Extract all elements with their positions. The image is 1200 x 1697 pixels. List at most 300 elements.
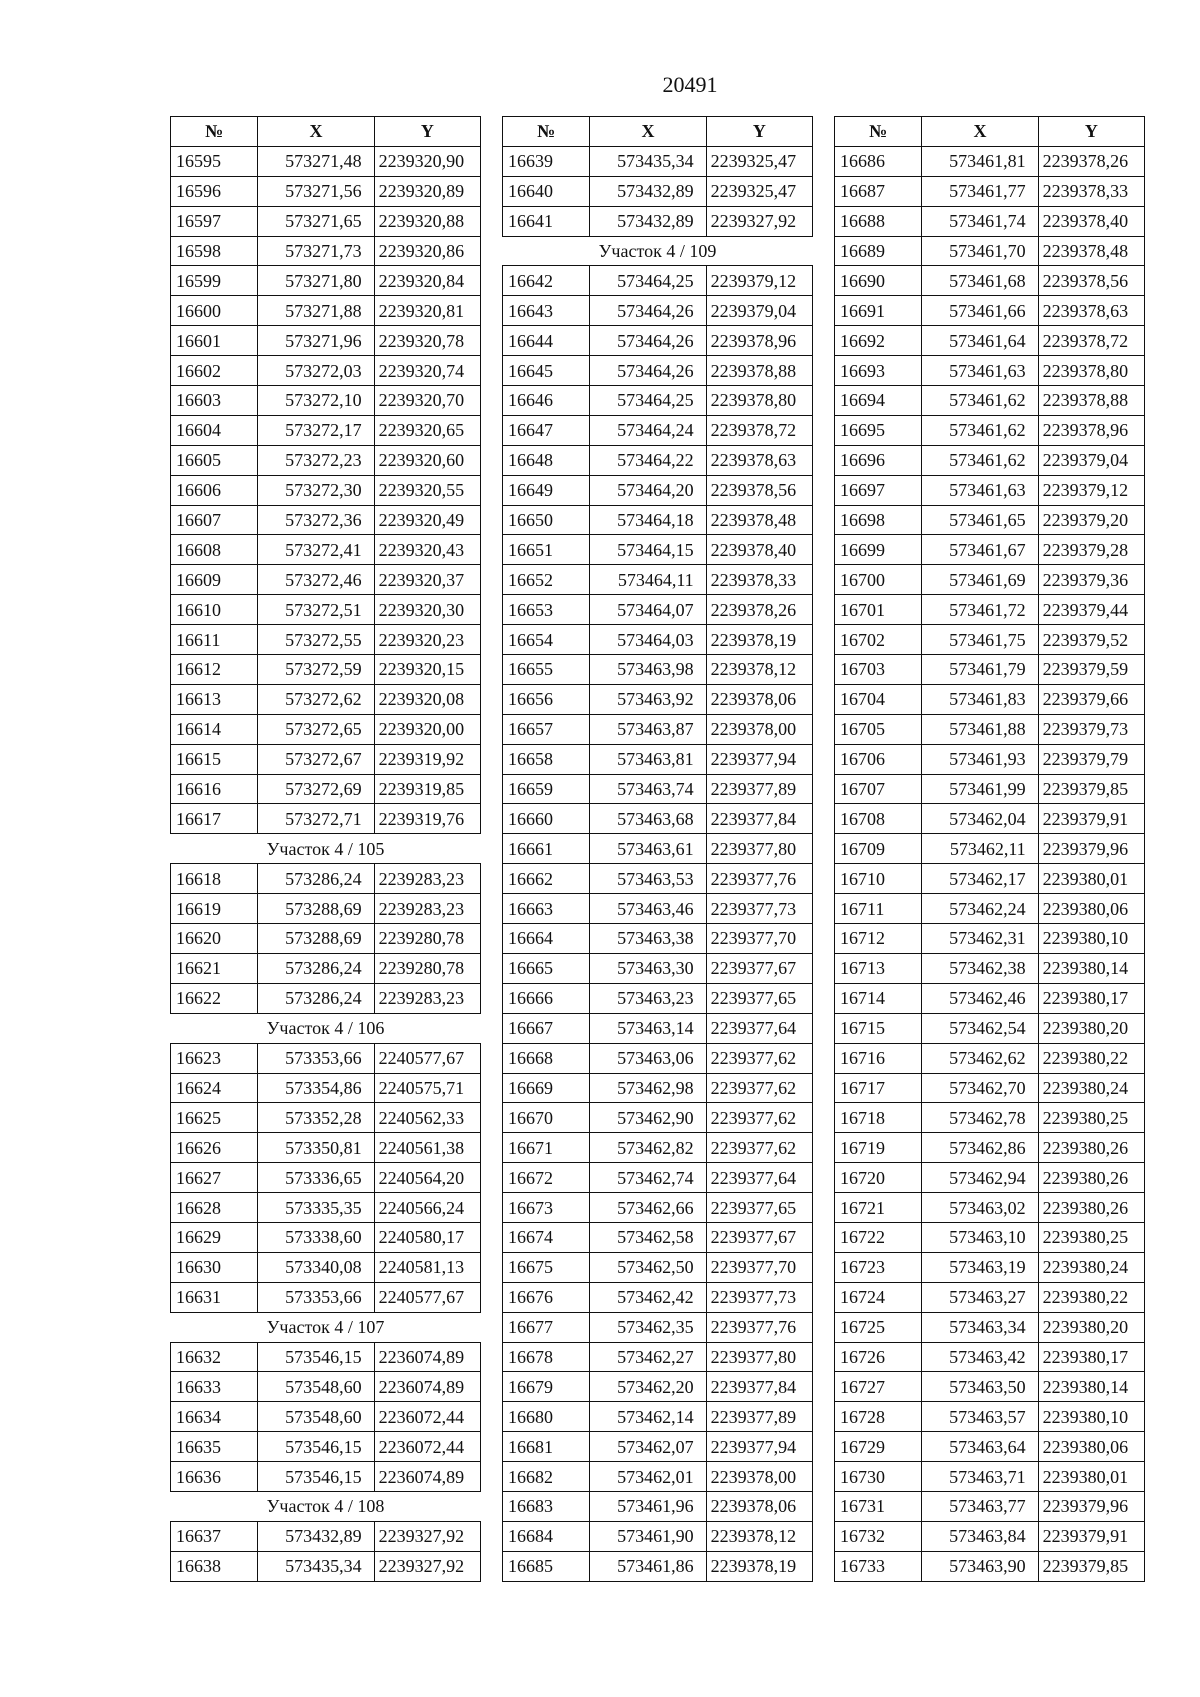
y-coordinate: 2239378,80 bbox=[1038, 356, 1144, 386]
x-coordinate: 573464,26 bbox=[590, 356, 706, 386]
y-coordinate: 2239320,15 bbox=[374, 655, 480, 685]
x-coordinate: 573461,96 bbox=[590, 1491, 706, 1521]
x-coordinate: 573461,65 bbox=[922, 505, 1038, 535]
x-coordinate: 573272,23 bbox=[258, 445, 374, 475]
y-coordinate: 2239320,86 bbox=[374, 236, 480, 266]
table-row bbox=[171, 146, 481, 176]
x-coordinate: 573462,42 bbox=[590, 1282, 706, 1312]
point-number: 16595 bbox=[171, 146, 258, 176]
x-coordinate: 573462,14 bbox=[590, 1402, 706, 1432]
point-number: 16709 bbox=[835, 834, 922, 864]
table-row bbox=[171, 1103, 481, 1133]
x-coordinate: 573271,96 bbox=[258, 326, 374, 356]
x-coordinate: 573286,24 bbox=[258, 953, 374, 983]
point-number: 16722 bbox=[835, 1222, 922, 1252]
table-row bbox=[835, 296, 1145, 326]
table-row bbox=[503, 1432, 813, 1462]
y-coordinate: 2239377,89 bbox=[706, 1402, 812, 1432]
table-row bbox=[171, 625, 481, 655]
y-coordinate: 2239320,88 bbox=[374, 206, 480, 236]
point-number: 16732 bbox=[835, 1521, 922, 1551]
section-title: Участок 4 / 106 bbox=[171, 1013, 481, 1043]
table-row bbox=[503, 356, 813, 386]
y-coordinate: 2239379,04 bbox=[1038, 445, 1144, 475]
x-coordinate: 573272,67 bbox=[258, 744, 374, 774]
y-coordinate: 2239283,23 bbox=[374, 864, 480, 894]
table-row bbox=[171, 1372, 481, 1402]
x-coordinate: 573463,10 bbox=[922, 1222, 1038, 1252]
x-coordinate: 573463,71 bbox=[922, 1462, 1038, 1492]
x-coordinate: 573464,24 bbox=[590, 415, 706, 445]
y-coordinate: 2239380,06 bbox=[1038, 1432, 1144, 1462]
point-number: 16662 bbox=[503, 864, 590, 894]
y-coordinate: 2239380,01 bbox=[1038, 1462, 1144, 1492]
y-coordinate: 2239378,19 bbox=[706, 625, 812, 655]
y-coordinate: 2239327,92 bbox=[374, 1521, 480, 1551]
section-title: Участок 4 / 108 bbox=[171, 1491, 481, 1521]
y-coordinate: 2239325,47 bbox=[706, 146, 812, 176]
point-number: 16613 bbox=[171, 684, 258, 714]
point-number: 16626 bbox=[171, 1133, 258, 1163]
y-coordinate: 2239320,70 bbox=[374, 386, 480, 416]
y-coordinate: 2239380,10 bbox=[1038, 924, 1144, 954]
point-number: 16644 bbox=[503, 326, 590, 356]
x-coordinate: 573350,81 bbox=[258, 1133, 374, 1163]
y-coordinate: 2239379,96 bbox=[1038, 834, 1144, 864]
table-row bbox=[171, 1521, 481, 1551]
y-coordinate: 2239380,17 bbox=[1038, 1342, 1144, 1372]
x-coordinate: 573336,65 bbox=[258, 1163, 374, 1193]
y-coordinate: 2239377,80 bbox=[706, 834, 812, 864]
table-row bbox=[835, 1282, 1145, 1312]
y-coordinate: 2239377,89 bbox=[706, 774, 812, 804]
y-coordinate: 2239378,48 bbox=[1038, 236, 1144, 266]
table-row bbox=[835, 1372, 1145, 1402]
point-number: 16726 bbox=[835, 1342, 922, 1372]
table-row bbox=[503, 1013, 813, 1043]
y-coordinate: 2239377,65 bbox=[706, 983, 812, 1013]
table-row bbox=[171, 296, 481, 326]
x-coordinate: 573461,79 bbox=[922, 655, 1038, 685]
x-coordinate: 573461,63 bbox=[922, 475, 1038, 505]
x-coordinate: 573272,59 bbox=[258, 655, 374, 685]
x-coordinate: 573462,82 bbox=[590, 1133, 706, 1163]
y-coordinate: 2239379,59 bbox=[1038, 655, 1144, 685]
table-row bbox=[503, 266, 813, 296]
table-row bbox=[835, 535, 1145, 565]
x-coordinate: 573464,25 bbox=[590, 266, 706, 296]
point-number: 16724 bbox=[835, 1282, 922, 1312]
x-coordinate: 573353,66 bbox=[258, 1043, 374, 1073]
x-coordinate: 573432,89 bbox=[258, 1521, 374, 1551]
y-coordinate: 2239378,80 bbox=[706, 386, 812, 416]
x-coordinate: 573463,68 bbox=[590, 804, 706, 834]
x-coordinate: 573461,68 bbox=[922, 266, 1038, 296]
x-coordinate: 573462,01 bbox=[590, 1462, 706, 1492]
point-number: 16603 bbox=[171, 386, 258, 416]
table-row bbox=[171, 1342, 481, 1372]
x-coordinate: 573461,62 bbox=[922, 415, 1038, 445]
table-row bbox=[171, 1462, 481, 1492]
table-row bbox=[171, 266, 481, 296]
x-coordinate: 573463,87 bbox=[590, 714, 706, 744]
point-number: 16697 bbox=[835, 475, 922, 505]
y-coordinate: 2239378,56 bbox=[706, 475, 812, 505]
table-row bbox=[171, 595, 481, 625]
page-number: 20491 bbox=[662, 72, 718, 97]
y-coordinate: 2239380,20 bbox=[1038, 1312, 1144, 1342]
table-row bbox=[835, 1491, 1145, 1521]
x-coordinate: 573462,50 bbox=[590, 1252, 706, 1282]
y-coordinate: 2239380,20 bbox=[1038, 1013, 1144, 1043]
x-coordinate: 573463,30 bbox=[590, 953, 706, 983]
point-number: 16600 bbox=[171, 296, 258, 326]
point-number: 16635 bbox=[171, 1432, 258, 1462]
x-coordinate: 573461,72 bbox=[922, 595, 1038, 625]
x-coordinate: 573463,61 bbox=[590, 834, 706, 864]
table-row bbox=[503, 1222, 813, 1252]
y-coordinate: 2239379,20 bbox=[1038, 505, 1144, 535]
point-number: 16653 bbox=[503, 595, 590, 625]
point-number: 16704 bbox=[835, 684, 922, 714]
point-number: 16710 bbox=[835, 864, 922, 894]
table-row bbox=[171, 1432, 481, 1462]
x-coordinate: 573461,74 bbox=[922, 206, 1038, 236]
table-row bbox=[171, 1222, 481, 1252]
point-number: 16720 bbox=[835, 1163, 922, 1193]
point-number: 16699 bbox=[835, 535, 922, 565]
y-coordinate: 2239379,91 bbox=[1038, 804, 1144, 834]
table-row bbox=[835, 1551, 1145, 1581]
table-row bbox=[835, 505, 1145, 535]
x-coordinate: 573461,70 bbox=[922, 236, 1038, 266]
table-row bbox=[835, 804, 1145, 834]
table-row bbox=[503, 595, 813, 625]
table-row bbox=[503, 1043, 813, 1073]
point-number: 16680 bbox=[503, 1402, 590, 1432]
y-coordinate: 2239320,90 bbox=[374, 146, 480, 176]
x-coordinate: 573546,15 bbox=[258, 1342, 374, 1372]
point-number: 16687 bbox=[835, 176, 922, 206]
point-number: 16733 bbox=[835, 1551, 922, 1581]
x-coordinate: 573462,27 bbox=[590, 1342, 706, 1372]
table-row bbox=[503, 565, 813, 595]
table-row bbox=[835, 894, 1145, 924]
header-number: № bbox=[503, 117, 590, 147]
y-coordinate: 2239380,26 bbox=[1038, 1193, 1144, 1223]
y-coordinate: 2239380,14 bbox=[1038, 953, 1144, 983]
x-coordinate: 573461,88 bbox=[922, 714, 1038, 744]
x-coordinate: 573272,10 bbox=[258, 386, 374, 416]
table-row bbox=[171, 1402, 481, 1432]
x-coordinate: 573464,26 bbox=[590, 326, 706, 356]
table-row bbox=[835, 953, 1145, 983]
y-coordinate: 2239378,00 bbox=[706, 1462, 812, 1492]
point-number: 16712 bbox=[835, 924, 922, 954]
y-coordinate: 2239378,06 bbox=[706, 1491, 812, 1521]
x-coordinate: 573461,99 bbox=[922, 774, 1038, 804]
y-coordinate: 2239378,26 bbox=[706, 595, 812, 625]
y-coordinate: 2239378,72 bbox=[1038, 326, 1144, 356]
x-coordinate: 573338,60 bbox=[258, 1222, 374, 1252]
y-coordinate: 2239378,72 bbox=[706, 415, 812, 445]
table-row bbox=[171, 684, 481, 714]
x-coordinate: 573461,63 bbox=[922, 356, 1038, 386]
table-row bbox=[503, 774, 813, 804]
point-number: 16638 bbox=[171, 1551, 258, 1581]
y-coordinate: 2239280,78 bbox=[374, 953, 480, 983]
table-row bbox=[503, 386, 813, 416]
x-coordinate: 573463,81 bbox=[590, 744, 706, 774]
y-coordinate: 2239379,52 bbox=[1038, 625, 1144, 655]
x-coordinate: 573461,62 bbox=[922, 386, 1038, 416]
point-number: 16713 bbox=[835, 953, 922, 983]
section-title: Участок 4 / 105 bbox=[171, 834, 481, 864]
x-coordinate: 573463,19 bbox=[922, 1252, 1038, 1282]
x-coordinate: 573286,24 bbox=[258, 983, 374, 1013]
x-coordinate: 573464,22 bbox=[590, 445, 706, 475]
y-coordinate: 2236072,44 bbox=[374, 1402, 480, 1432]
table-row bbox=[503, 1252, 813, 1282]
point-number: 16637 bbox=[171, 1521, 258, 1551]
y-coordinate: 2239378,12 bbox=[706, 655, 812, 685]
table-row bbox=[835, 684, 1145, 714]
point-number: 16648 bbox=[503, 445, 590, 475]
y-coordinate: 2239380,25 bbox=[1038, 1222, 1144, 1252]
x-coordinate: 573462,94 bbox=[922, 1163, 1038, 1193]
x-coordinate: 573464,15 bbox=[590, 535, 706, 565]
table-row bbox=[171, 356, 481, 386]
x-coordinate: 573464,11 bbox=[590, 565, 706, 595]
coordinates-table-2 bbox=[502, 116, 813, 1582]
y-coordinate: 2239378,88 bbox=[1038, 386, 1144, 416]
y-coordinate: 2239320,84 bbox=[374, 266, 480, 296]
point-number: 16705 bbox=[835, 714, 922, 744]
y-coordinate: 2240577,67 bbox=[374, 1282, 480, 1312]
point-number: 16599 bbox=[171, 266, 258, 296]
x-coordinate: 573461,83 bbox=[922, 684, 1038, 714]
x-coordinate: 573271,73 bbox=[258, 236, 374, 266]
y-coordinate: 2236072,44 bbox=[374, 1432, 480, 1462]
table-row bbox=[171, 565, 481, 595]
table-row bbox=[171, 475, 481, 505]
point-number: 16667 bbox=[503, 1013, 590, 1043]
point-number: 16707 bbox=[835, 774, 922, 804]
point-number: 16642 bbox=[503, 266, 590, 296]
x-coordinate: 573272,30 bbox=[258, 475, 374, 505]
y-coordinate: 2239380,22 bbox=[1038, 1282, 1144, 1312]
table-row bbox=[171, 983, 481, 1013]
point-number: 16694 bbox=[835, 386, 922, 416]
point-number: 16612 bbox=[171, 655, 258, 685]
point-number: 16717 bbox=[835, 1073, 922, 1103]
x-coordinate: 573462,17 bbox=[922, 864, 1038, 894]
x-coordinate: 573461,67 bbox=[922, 535, 1038, 565]
point-number: 16608 bbox=[171, 535, 258, 565]
table-row bbox=[171, 505, 481, 535]
point-number: 16627 bbox=[171, 1163, 258, 1193]
table-row bbox=[503, 1163, 813, 1193]
x-coordinate: 573461,81 bbox=[922, 146, 1038, 176]
point-number: 16727 bbox=[835, 1372, 922, 1402]
x-coordinate: 573353,66 bbox=[258, 1282, 374, 1312]
y-coordinate: 2239320,30 bbox=[374, 595, 480, 625]
point-number: 16610 bbox=[171, 595, 258, 625]
y-coordinate: 2239377,67 bbox=[706, 1222, 812, 1252]
x-coordinate: 573272,51 bbox=[258, 595, 374, 625]
point-number: 16670 bbox=[503, 1103, 590, 1133]
table-row bbox=[171, 236, 481, 266]
table-row bbox=[503, 1462, 813, 1492]
point-number: 16666 bbox=[503, 983, 590, 1013]
point-number: 16634 bbox=[171, 1402, 258, 1432]
y-coordinate: 2239380,26 bbox=[1038, 1133, 1144, 1163]
table-row bbox=[835, 176, 1145, 206]
point-number: 16604 bbox=[171, 415, 258, 445]
point-number: 16719 bbox=[835, 1133, 922, 1163]
table-row bbox=[503, 176, 813, 206]
table-row bbox=[503, 505, 813, 535]
table-row bbox=[503, 415, 813, 445]
section-title: Участок 4 / 109 bbox=[503, 236, 813, 266]
table-row bbox=[503, 1103, 813, 1133]
x-coordinate: 573463,90 bbox=[922, 1551, 1038, 1581]
y-coordinate: 2239377,62 bbox=[706, 1103, 812, 1133]
table-row bbox=[503, 924, 813, 954]
table-row bbox=[171, 714, 481, 744]
y-coordinate: 2239377,73 bbox=[706, 894, 812, 924]
point-number: 16651 bbox=[503, 535, 590, 565]
y-coordinate: 2240561,38 bbox=[374, 1133, 480, 1163]
x-coordinate: 573463,84 bbox=[922, 1521, 1038, 1551]
point-number: 16716 bbox=[835, 1043, 922, 1073]
point-number: 16623 bbox=[171, 1043, 258, 1073]
point-number: 16723 bbox=[835, 1252, 922, 1282]
x-coordinate: 573546,15 bbox=[258, 1432, 374, 1462]
table-row bbox=[835, 1133, 1145, 1163]
x-coordinate: 573272,62 bbox=[258, 684, 374, 714]
y-coordinate: 2239379,85 bbox=[1038, 1551, 1144, 1581]
y-coordinate: 2239319,85 bbox=[374, 774, 480, 804]
x-coordinate: 573463,57 bbox=[922, 1402, 1038, 1432]
table-row bbox=[171, 445, 481, 475]
point-number: 16663 bbox=[503, 894, 590, 924]
header-y: Y bbox=[374, 117, 480, 147]
y-coordinate: 2239379,85 bbox=[1038, 774, 1144, 804]
point-number: 16702 bbox=[835, 625, 922, 655]
table-row bbox=[503, 146, 813, 176]
y-coordinate: 2239379,04 bbox=[706, 296, 812, 326]
point-number: 16698 bbox=[835, 505, 922, 535]
point-number: 16647 bbox=[503, 415, 590, 445]
x-coordinate: 573354,86 bbox=[258, 1073, 374, 1103]
y-coordinate: 2236074,89 bbox=[374, 1342, 480, 1372]
x-coordinate: 573461,64 bbox=[922, 326, 1038, 356]
point-number: 16682 bbox=[503, 1462, 590, 1492]
table-row bbox=[171, 953, 481, 983]
y-coordinate: 2239379,91 bbox=[1038, 1521, 1144, 1551]
table-row bbox=[171, 894, 481, 924]
x-coordinate: 573272,69 bbox=[258, 774, 374, 804]
x-coordinate: 573463,53 bbox=[590, 864, 706, 894]
point-number: 16675 bbox=[503, 1252, 590, 1282]
x-coordinate: 573461,86 bbox=[590, 1551, 706, 1581]
x-coordinate: 573461,62 bbox=[922, 445, 1038, 475]
y-coordinate: 2239379,12 bbox=[1038, 475, 1144, 505]
x-coordinate: 573463,46 bbox=[590, 894, 706, 924]
point-number: 16598 bbox=[171, 236, 258, 266]
y-coordinate: 2239320,89 bbox=[374, 176, 480, 206]
x-coordinate: 573461,77 bbox=[922, 176, 1038, 206]
y-coordinate: 2240564,20 bbox=[374, 1163, 480, 1193]
table-row bbox=[835, 445, 1145, 475]
y-coordinate: 2239377,94 bbox=[706, 1432, 812, 1462]
table-row bbox=[503, 744, 813, 774]
table-row bbox=[503, 535, 813, 565]
y-coordinate: 2240575,71 bbox=[374, 1073, 480, 1103]
x-coordinate: 573272,41 bbox=[258, 535, 374, 565]
point-number: 16730 bbox=[835, 1462, 922, 1492]
x-coordinate: 573432,89 bbox=[590, 206, 706, 236]
point-number: 16700 bbox=[835, 565, 922, 595]
table-row bbox=[171, 774, 481, 804]
header-number: № bbox=[835, 117, 922, 147]
x-coordinate: 573462,62 bbox=[922, 1043, 1038, 1073]
table-row bbox=[835, 1103, 1145, 1133]
x-coordinate: 573463,27 bbox=[922, 1282, 1038, 1312]
point-number: 16693 bbox=[835, 356, 922, 386]
point-number: 16639 bbox=[503, 146, 590, 176]
section-row bbox=[503, 236, 813, 266]
point-number: 16609 bbox=[171, 565, 258, 595]
point-number: 16659 bbox=[503, 774, 590, 804]
point-number: 16636 bbox=[171, 1462, 258, 1492]
y-coordinate: 2239379,44 bbox=[1038, 595, 1144, 625]
x-coordinate: 573464,26 bbox=[590, 296, 706, 326]
y-coordinate: 2239377,62 bbox=[706, 1073, 812, 1103]
y-coordinate: 2239379,73 bbox=[1038, 714, 1144, 744]
y-coordinate: 2239327,92 bbox=[374, 1551, 480, 1581]
point-number: 16654 bbox=[503, 625, 590, 655]
y-coordinate: 2239377,67 bbox=[706, 953, 812, 983]
point-number: 16695 bbox=[835, 415, 922, 445]
x-coordinate: 573435,34 bbox=[590, 146, 706, 176]
x-coordinate: 573288,69 bbox=[258, 924, 374, 954]
x-coordinate: 573462,04 bbox=[922, 804, 1038, 834]
point-number: 16646 bbox=[503, 386, 590, 416]
x-coordinate: 573462,90 bbox=[590, 1103, 706, 1133]
x-coordinate: 573463,98 bbox=[590, 655, 706, 685]
y-coordinate: 2239320,74 bbox=[374, 356, 480, 386]
table-row bbox=[503, 445, 813, 475]
table-row bbox=[171, 924, 481, 954]
table-row bbox=[503, 834, 813, 864]
table-row bbox=[503, 1551, 813, 1581]
y-coordinate: 2239378,19 bbox=[706, 1551, 812, 1581]
table-row bbox=[171, 1133, 481, 1163]
x-coordinate: 573464,20 bbox=[590, 475, 706, 505]
y-coordinate: 2239377,84 bbox=[706, 804, 812, 834]
x-coordinate: 573463,64 bbox=[922, 1432, 1038, 1462]
y-coordinate: 2239378,63 bbox=[1038, 296, 1144, 326]
x-coordinate: 573463,92 bbox=[590, 684, 706, 714]
y-coordinate: 2239378,26 bbox=[1038, 146, 1144, 176]
y-coordinate: 2239320,65 bbox=[374, 415, 480, 445]
section-row bbox=[171, 1491, 481, 1521]
table-row bbox=[835, 1013, 1145, 1043]
x-coordinate: 573462,66 bbox=[590, 1193, 706, 1223]
table-row bbox=[503, 1312, 813, 1342]
